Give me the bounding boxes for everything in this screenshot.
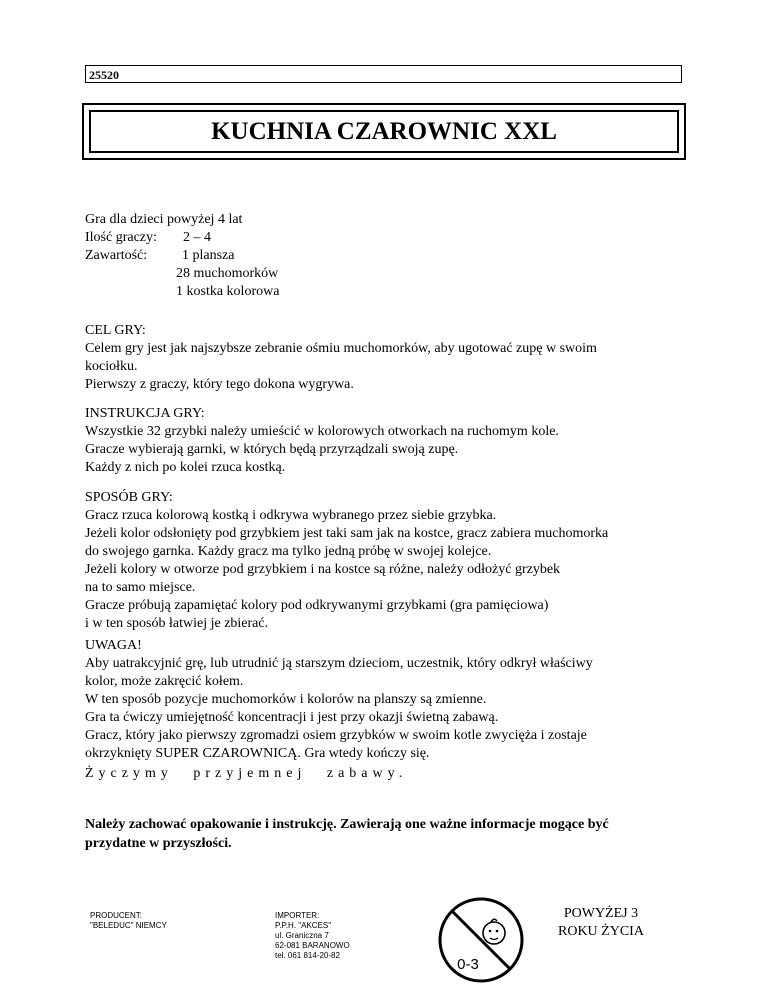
section-line: Gracz rzuca kolorową kostką i odkrywa wybranego przez siebie grzybka.: [85, 508, 497, 523]
section-line: okrzyknięty SUPER CZAROWNICĄ. Gra wtedy kończy się.: [85, 746, 430, 761]
section-line: Gracze próbują zapamiętać kolory pod odkrywanymi grzybkami (gra pamięciowa): [85, 598, 549, 613]
producer-line: PRODUCENT:: [90, 911, 143, 920]
section-line: Gracze wybierają garnki, w których będą przyrządzali swoją zupę.: [85, 442, 459, 457]
importer-line: IMPORTER:: [275, 911, 320, 920]
section-line: W ten sposób pozycje muchomorków i kolorów na planszy są zmienne.: [85, 692, 487, 707]
importer-line: ul. Graniczna 7: [275, 931, 329, 940]
page-title: KUCHNIA CZAROWNIC XXL: [89, 110, 679, 153]
section-line: Wszystkie 32 grzybki należy umieścić w kolorowych otworkach na ruchomym kole.: [85, 424, 559, 439]
players-label: Ilość graczy:: [85, 230, 157, 245]
contents-item: 1 kostka kolorowa: [176, 284, 280, 299]
instructions-section: [85, 405, 705, 477]
wish-word: Życzymy: [85, 766, 173, 781]
contents-row: [85, 283, 280, 301]
warning-section: [85, 637, 705, 763]
section-line: Aby uatrakcyjnić grę, lub utrudnić ją starszym dzieciom, uczestnik, który odkrył właściwy: [85, 656, 593, 671]
importer-line: 62-081 BARANOWO: [275, 941, 350, 950]
section-line: Każdy z nich po kolei rzuca kostką.: [85, 460, 286, 475]
game-info: [85, 211, 280, 301]
contents-row: [85, 247, 242, 265]
importer-block: [275, 911, 350, 961]
not-for-under-3-icon: [436, 895, 526, 985]
contents-item: 28 muchomorków: [176, 266, 279, 281]
age-warning-line: POWYŻEJ 3: [563, 906, 639, 921]
age-line: Gra dla dzieci powyżej 4 lat: [85, 212, 243, 227]
section-line: i w ten sposób łatwiej je zbierać.: [85, 616, 269, 631]
section-line: Jeżeli kolory w otworze pod grzybkiem i na kostce są różne, należy odłożyć grzybek: [85, 562, 561, 577]
packaging-note: [85, 815, 705, 853]
section-heading: INSTRUKCJA GRY:: [85, 406, 205, 421]
note-line: przydatne w przyszłości.: [85, 836, 232, 851]
contents-item: 1 plansza: [182, 248, 235, 263]
age-icon-label: 0-3: [457, 956, 479, 973]
section-line: Celem gry jest jak najszybsze zebranie ośmiu muchomorków, aby ugotować zupę w swoim: [85, 341, 597, 356]
section-line: Pierwszy z graczy, który tego dokona wygrywa.: [85, 377, 354, 392]
section-heading: SPOSÓB GRY:: [85, 490, 173, 505]
producer-block: [90, 911, 167, 931]
note-line: Należy zachować opakowanie i instrukcję. Zawierają one ważne informacje mogące być: [85, 817, 609, 832]
players-row: [85, 229, 242, 247]
contents-label: Zawartość:: [85, 248, 148, 263]
baby-face-icon: [483, 919, 505, 944]
importer-line: tel. 061 814-20-82: [275, 951, 340, 960]
product-code: 25520: [85, 65, 682, 83]
section-heading: UWAGA!: [85, 638, 142, 653]
section-line: Jeżeli kolor odsłonięty pod grzybkiem jest taki sam jak na kostce, gracz zabiera muchomorka: [85, 526, 609, 541]
section-line: do swojego garnka. Każdy gracz ma tylko jedną próbę w swojej kolejce.: [85, 544, 492, 559]
producer-line: "BELEDUC" NIEMCY: [90, 921, 167, 930]
wish-word: przyjemnej: [193, 766, 307, 781]
closing-wish: [85, 766, 419, 782]
age-warning-line: ROKU ŻYCIA: [558, 924, 644, 939]
players-value: 2 – 4: [183, 230, 211, 245]
importer-line: P.P.H. "AKCES": [275, 921, 332, 930]
wish-word: zabawy.: [326, 766, 408, 781]
howto-section: [85, 489, 705, 633]
age-warning: [558, 905, 644, 941]
section-line: Gra ta ćwiczy umiejętność koncentracji i jest przy okazji świetną zabawą.: [85, 710, 499, 725]
contents-row: [85, 265, 279, 283]
section-line: kolor, może zakręcić kołem.: [85, 674, 244, 689]
section-heading: CEL GRY:: [85, 323, 146, 338]
goal-section: [85, 322, 705, 394]
section-line: kociołku.: [85, 359, 138, 374]
title-frame: [82, 103, 686, 160]
section-line: Gracz, który jako pierwszy zgromadzi osiem grzybków w swoim kotle zwycięża i zostaje: [85, 728, 587, 743]
section-line: na to samo miejsce.: [85, 580, 196, 595]
